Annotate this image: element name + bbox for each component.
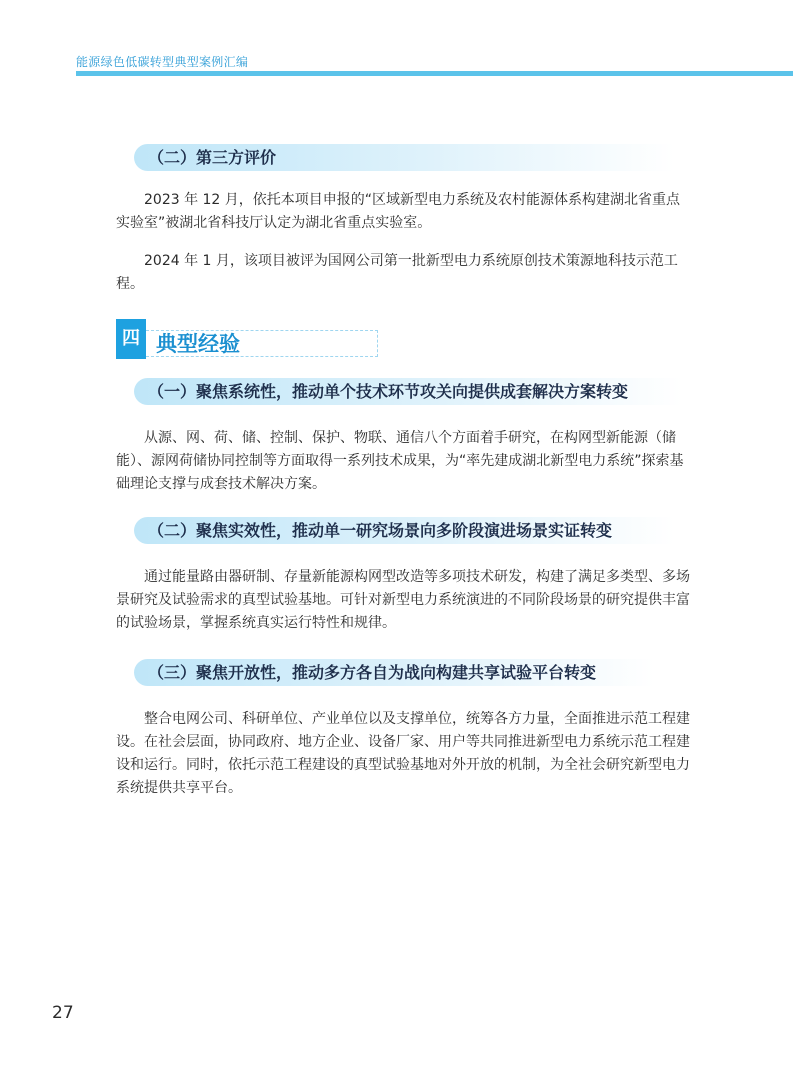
subsection-heading-systematic: （一）聚焦系统性，推动单个技术环节攻关向提供成套解决方案转变 xyxy=(134,378,682,405)
paragraph-systematic: 从源、网、荷、储、控制、保护、物联、通信八个方面着手研究，在构网型新能源（储能）、源网荷储协同控制等方面取得一系列技术成果，为“率先建成湖北新型电力系统”探索基础理论支撑与成套技术解决方案。 xyxy=(116,430,684,492)
running-header-title: 能源绿色低碳转型典型案例汇编 xyxy=(76,55,249,69)
section-title: 典型经验 xyxy=(146,330,378,357)
subsection-heading-effectiveness: （二）聚焦实效性，推动单一研究场景向多阶段演进场景实证转变 xyxy=(134,517,674,544)
header-rule xyxy=(76,71,793,76)
page-number: 27 xyxy=(52,1003,74,1023)
subsection-heading-third-party-evaluation: （二）第三方评价 xyxy=(134,144,674,171)
paragraph-effectiveness: 通过能量路由器研制、存量新能源构网型改造等多项技术研发，构建了满足多类型、多场景研究及试验需求的真型试验基地。可针对新型电力系统演进的不同阶段场景的研究提供丰富的试验场景，掌握系统真实运行特性和规律。 xyxy=(116,569,690,631)
paragraph-lab-recognition: 2023 年 12 月，依托本项目申报的“区域新型电力系统及农村能源体系构建湖北省重点实验室”被湖北省科技厅认定为湖北省重点实验室。 xyxy=(116,192,681,231)
subsection-heading-openness: （三）聚焦开放性，推动多方各自为战向构建共享试验平台转变 xyxy=(134,659,654,686)
section-number-badge: 四 xyxy=(116,319,146,359)
paragraph-openness: 整合电网公司、科研单位、产业单位以及支撑单位，统筹各方力量，全面推进示范工程建设。在社会层面，协同政府、地方企业、设备厂家、用户等共同推进新型电力系统示范工程建设和运行。同时，依托示范工程建设的真型试验基地对外开放的机制，为全社会研究新型电力系统提供共享平台。 xyxy=(116,711,690,796)
paragraph-demo-project: 2024 年 1 月，该项目被评为国网公司第一批新型电力系统原创技术策源地科技示范工程。 xyxy=(116,253,678,292)
